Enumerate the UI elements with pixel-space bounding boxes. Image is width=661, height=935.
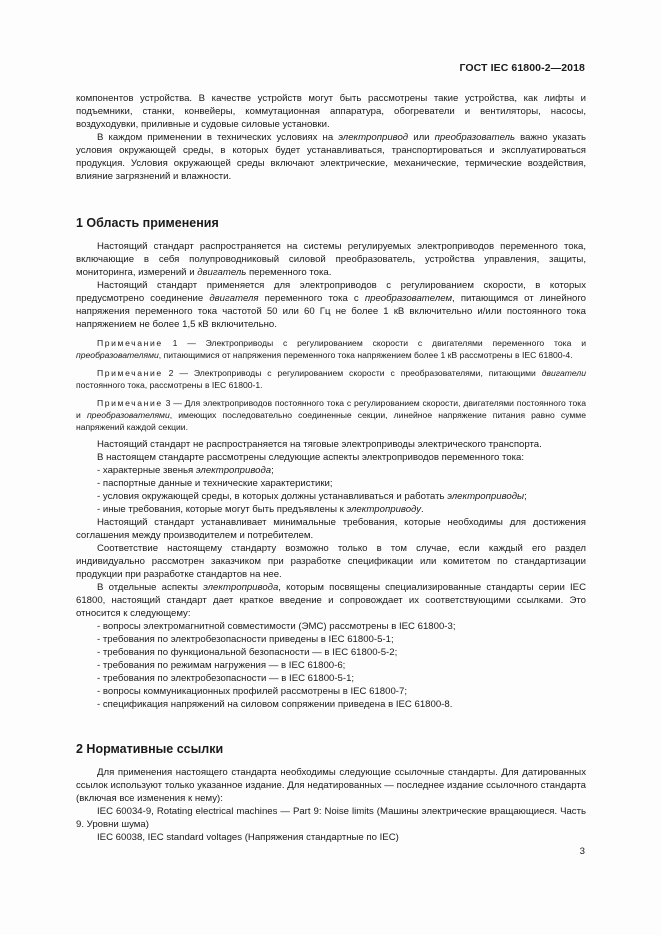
list-item: - вопросы коммуникационных профилей рассмотрены в IEC 61800-7; bbox=[76, 685, 586, 698]
normative-reference-1: IEC 60034-9, Rotating electrical machines — Part 9: Noise limits (Машины электрические вращающиеся. Часть 9. Уровни шума) bbox=[76, 806, 586, 830]
document-body bbox=[76, 92, 586, 844]
scope-paragraph-1: Настоящий стандарт распространяется на системы регулируемых электроприводов переменного тока, включающие в себя полупроводниковый силовой преобразователь, устройства управления, защиты, мониторинга, измерений и двигатель переменного тока. bbox=[76, 241, 586, 278]
scope-paragraph-5: Настоящий стандарт устанавливает минимальные требования, которые необходимы для достижения соглашения между производителем и потребителем. bbox=[76, 517, 586, 541]
scope-paragraph-2: Настоящий стандарт применяется для электроприводов с регулированием скорости, в которых предусмотрено соединение двигателя переменного тока с преобразователем, питающимся от линейного напряжения переменного тока частотой 50 или 60 Гц не более 1 кВ включительно и/или постоянного тока напряжением не более 1,5 кВ включительно. bbox=[76, 280, 586, 330]
list-item: - требования по режимам нагружения — в IEC 61800-6; bbox=[76, 659, 586, 672]
note-3: Примечание 3 — Для электроприводов постоянного тока с регулированием скорости, двигателями постоянного тока и преобразователями, имеющих последовательно соединенные секции, линейное напряжение питания равно сумме напряжений каждой секции. bbox=[76, 398, 586, 432]
list-item: - вопросы электромагнитной совместимости (ЭМС) рассмотрены в IEC 61800-3; bbox=[76, 620, 586, 633]
note-1: Примечание 1 — Электроприводы с регулированием скорости с двигателями переменного тока и преобразователями, питающимися от напряжения переменного тока напряжением более 1 кВ рассмотрены в IEC 61800-4. bbox=[76, 338, 586, 360]
page-number: 3 bbox=[579, 846, 585, 857]
intro-paragraph-1: компонентов устройства. В качестве устройств могут быть рассмотрены такие устройства, как лифты и подъемники, станки, конвейеры, коммутационная аппаратура, обогреватели и вентиляторы, насосы, воздуходувки, приливные и судовые силовые установки. bbox=[76, 93, 586, 130]
list-item: - требования по электробезопасности — в IEC 61800-5-1; bbox=[76, 672, 586, 685]
list-item: - спецификация напряжений на силовом сопряжении приведена в IEC 61800-8. bbox=[76, 698, 586, 711]
scope-paragraph-3: Настоящий стандарт не распространяется на тяговые электроприводы электрического транспорта. bbox=[97, 439, 542, 450]
normative-paragraph-1: Для применения настоящего стандарта необходимы следующие ссылочные стандарты. Для датированных ссылок используют только указанное издание. Для недатированных — последнее издание ссылочного стандарта (включая все изменения к нему): bbox=[76, 767, 586, 804]
document-code: ГОСТ IEC 61800-2—2018 bbox=[459, 62, 585, 74]
list-item: - паспортные данные и технические характеристики; bbox=[76, 477, 586, 490]
intro-paragraph-2: В каждом применении в технических условиях на электропривод или преобразователь важно указать условия окружающей среды, в которых будет устанавливаться, транспортироваться и эксплуатироваться продукция. Условия окружающей среды включают электрические, механические, термические воздействия, влияние загрязнений и влажности. bbox=[76, 132, 586, 182]
normative-reference-2: IEC 60038, IEC standard voltages (Напряжения стандартные по IEC) bbox=[97, 832, 399, 843]
scope-paragraph-6: Соответствие настоящему стандарту возможно только в том случае, если каждый его раздел индивидуально рассмотрен заказчиком при разработке спецификации или комитетом по стандартизации продукции при разработке стандартов на нее. bbox=[76, 543, 586, 580]
list-item: - требования по функциональной безопасности — в IEC 61800-5-2; bbox=[76, 646, 586, 659]
list-item: - характерные звенья электропривода; bbox=[76, 464, 586, 477]
scope-paragraph-4: В настоящем стандарте рассмотрены следующие аспекты электроприводов переменного тока: bbox=[97, 452, 525, 463]
list-item: - требования по электробезопасности приведены в IEC 61800-5-1; bbox=[76, 633, 586, 646]
scope-paragraph-7: В отдельные аспекты электропривода, которым посвящены специализированные стандарты серии IEC 61800, настоящий стандарт дает краткое введение и сопровождает их соответствующими ссылками. Это относится к следующему: bbox=[76, 582, 586, 619]
section-2-title: 2 Нормативные ссылки bbox=[76, 742, 224, 756]
references-list bbox=[76, 620, 586, 711]
list-item: - иные требования, которые могут быть предъявлены к электроприводу. bbox=[76, 503, 586, 516]
list-item: - условия окружающей среды, в которых должны устанавливаться и работать электроприводы; bbox=[76, 490, 586, 503]
note-2: Примечание 2 — Электроприводы с регулированием скорости с преобразователями, питающими двигатели постоянного тока, рассмотрены в IEC 61800-1. bbox=[76, 368, 586, 390]
aspects-list bbox=[76, 464, 586, 516]
section-1-title: 1 Область применения bbox=[76, 216, 219, 230]
